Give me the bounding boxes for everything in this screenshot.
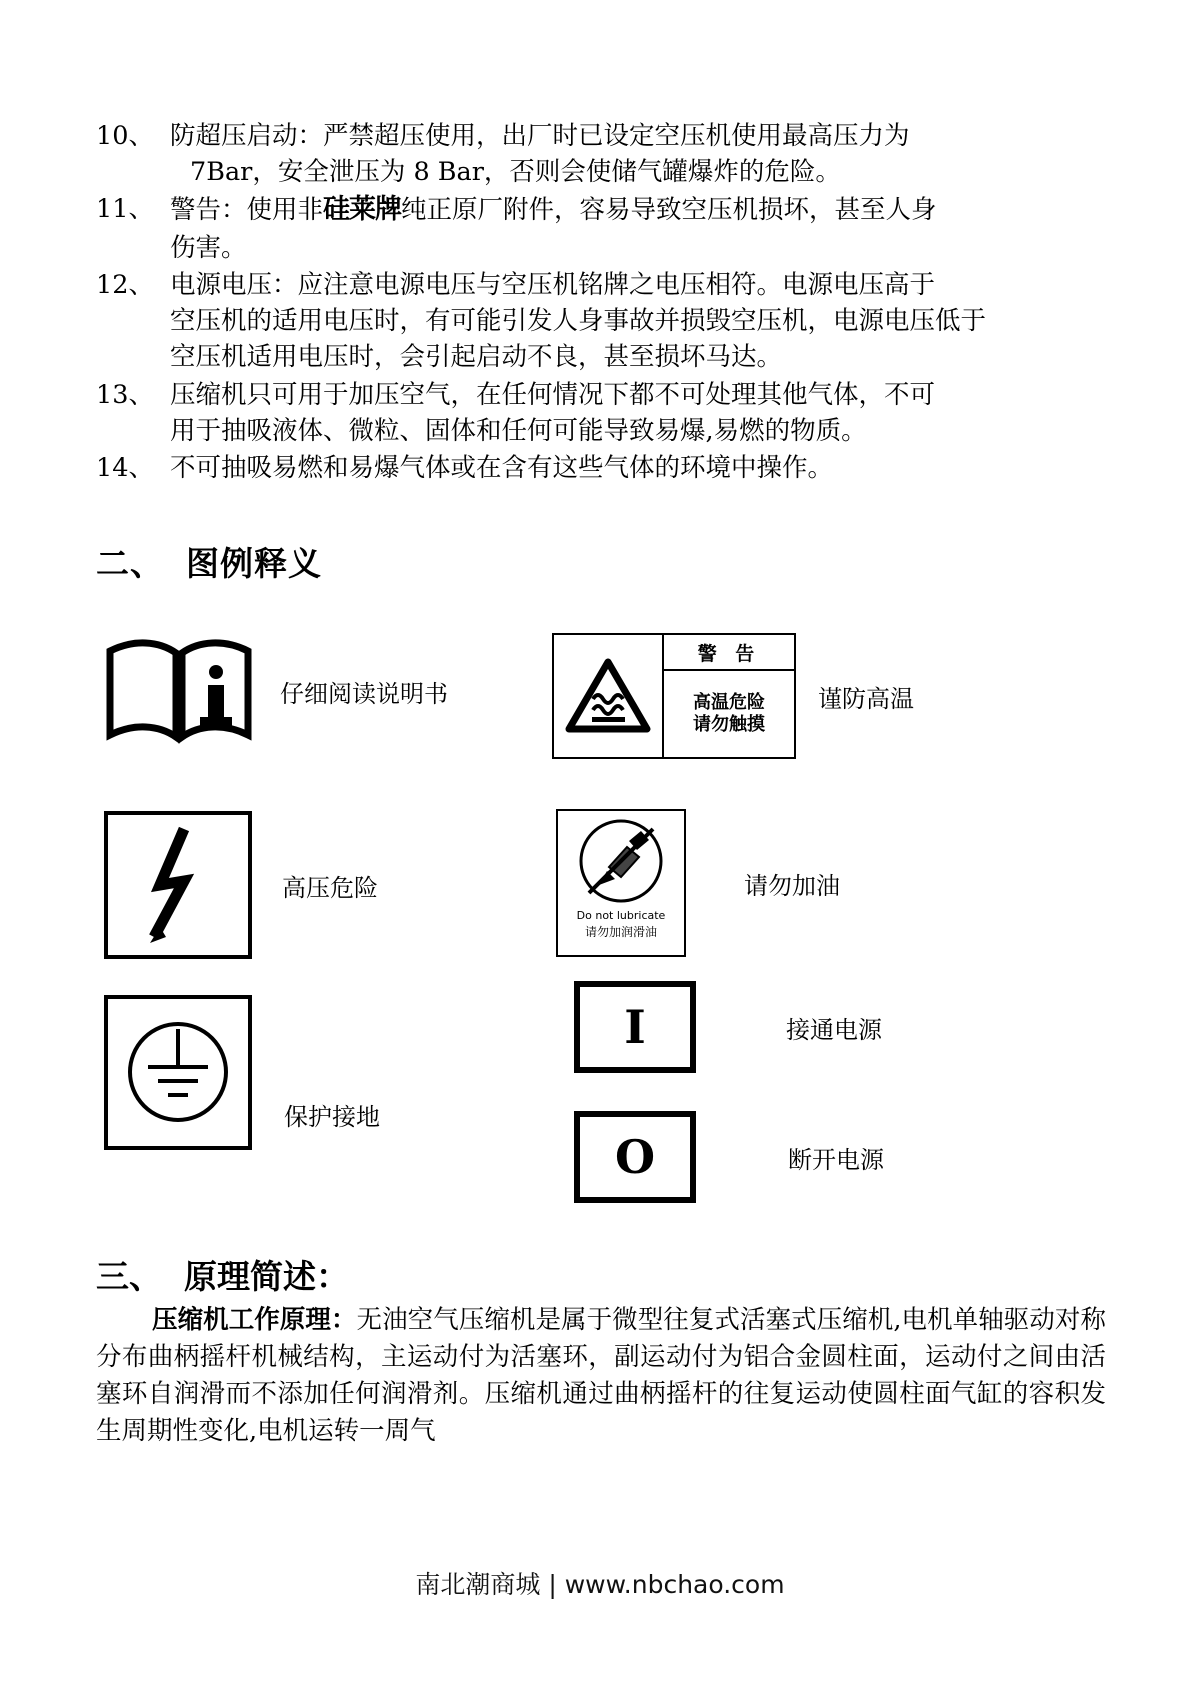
legend-label: 保护接地 bbox=[284, 1103, 380, 1132]
warning-body-line2: 请勿触摸 bbox=[693, 714, 765, 736]
principle-paragraph bbox=[96, 1302, 1106, 1450]
legend-entry-power-off bbox=[574, 1111, 884, 1203]
principle-body: 无油空气压缩机是属于微型往复式活塞式压缩机,电机单轴驱动对称分布曲柄摇杆机械结构，主运动付为活塞环，副运动付为铝合金圆柱面，运动付之间由活塞环自润滑而不添加任何润滑剂。压缩机通过曲柄摇杆的往复运动使圆柱面气缸的容积发生周期性变化,电机运转一周气 bbox=[96, 1305, 1106, 1447]
warning-body bbox=[664, 671, 794, 757]
notice-text-post: 纯正原厂附件，容易导致空压机损坏，甚至人身 bbox=[401, 195, 937, 226]
list-item-line: 用于抽吸液体、微粒、固体和任何可能导致易爆,易燃的物质。 bbox=[170, 415, 867, 446]
high-voltage-icon bbox=[104, 811, 252, 959]
list-item-body bbox=[170, 377, 1106, 449]
list-item-line: 防超压启动：严禁超压使用，出厂时已设定空压机使用最高压力为 bbox=[170, 121, 910, 151]
list-item-number: 13、 bbox=[96, 379, 154, 410]
section-index: 二、 bbox=[96, 544, 164, 584]
hot-surface-text-panel bbox=[664, 635, 794, 757]
warning-body-line1: 高温危险 bbox=[693, 691, 765, 713]
power-off-glyph: O bbox=[614, 1130, 656, 1185]
list-item-line: 电源电压：应注意电源电压与空压机铭牌之电压相符。电源电压高于 bbox=[170, 269, 936, 300]
list-item bbox=[96, 118, 1106, 190]
read-manual-icon-svg bbox=[104, 637, 254, 745]
do-not-lubricate-caption-cn: 请勿加润滑油 bbox=[584, 925, 657, 940]
legend-label: 接通电源 bbox=[786, 1015, 882, 1044]
list-item-line bbox=[170, 191, 1106, 229]
legend-entry-power-on bbox=[574, 981, 882, 1073]
list-item-line: 压缩机只可用于加压空气，在任何情况下都不可处理其他气体，不可 bbox=[170, 379, 936, 410]
page-content bbox=[96, 118, 1106, 1450]
list-item-number: 12、 bbox=[96, 269, 154, 300]
do-not-lubricate-icon bbox=[556, 809, 686, 957]
read-manual-icon bbox=[104, 637, 254, 745]
legend-entry-protective-earth bbox=[104, 995, 380, 1150]
list-item-number: 11、 bbox=[96, 194, 154, 225]
list-item bbox=[96, 450, 1106, 486]
protective-earth-icon-svg bbox=[108, 999, 248, 1146]
do-not-lubricate-icon-svg bbox=[567, 815, 675, 907]
legend-entry-do-not-lubricate bbox=[556, 809, 840, 957]
legend-label: 断开电源 bbox=[788, 1145, 884, 1174]
do-not-lubricate-caption-en: Do not lubricate bbox=[576, 909, 666, 923]
symbol-legend bbox=[96, 633, 1106, 1223]
legend-label: 仔细阅读说明书 bbox=[280, 679, 448, 708]
list-item-line: 7Bar，安全泄压为 8 Bar，否则会使储气罐爆炸的危险。 bbox=[190, 157, 841, 188]
list-item-line: 空压机适用电压时，会引起启动不良，甚至损坏马达。 bbox=[170, 342, 783, 373]
list-item-body bbox=[170, 267, 1106, 376]
power-off-icon bbox=[574, 1111, 696, 1203]
list-item-body bbox=[170, 191, 1106, 266]
power-on-icon bbox=[574, 981, 696, 1073]
list-item-line: 不可抽吸易燃和易爆气体或在含有这些气体的环境中操作。 bbox=[170, 452, 834, 483]
hot-surface-warning-icon bbox=[552, 633, 796, 759]
section-heading-two bbox=[96, 538, 1106, 585]
list-item-body bbox=[170, 450, 1106, 486]
legend-entry-read-manual bbox=[104, 637, 448, 745]
list-item bbox=[96, 377, 1106, 449]
section-heading-three bbox=[96, 1251, 1106, 1298]
list-item-line: 空压机的适用电压时，有可能引发人身事故并损毁空压机，电源电压低于 bbox=[170, 306, 987, 337]
notice-text-pre: 警告：使用非 bbox=[170, 195, 324, 226]
safety-notice-list bbox=[96, 118, 1106, 486]
list-item bbox=[96, 267, 1106, 376]
warning-title: 警 告 bbox=[664, 635, 794, 671]
legend-entry-high-voltage bbox=[104, 811, 378, 959]
section-title: 原理简述： bbox=[184, 1257, 349, 1297]
list-item bbox=[96, 191, 1106, 266]
protective-earth-icon bbox=[104, 995, 252, 1150]
legend-label: 请勿加油 bbox=[744, 871, 840, 900]
power-on-glyph: I bbox=[624, 1000, 646, 1055]
hot-surface-triangle-svg bbox=[565, 657, 651, 735]
section-index: 三、 bbox=[96, 1257, 162, 1297]
legend-label: 谨防高温 bbox=[818, 684, 914, 713]
legend-label: 高压危险 bbox=[282, 873, 378, 902]
list-item-body bbox=[170, 118, 1106, 190]
legend-entry-hot-surface bbox=[552, 633, 914, 759]
list-item-number: 10、 bbox=[96, 121, 154, 151]
section-title: 图例释义 bbox=[186, 544, 322, 584]
hot-surface-triangle bbox=[554, 635, 664, 757]
page-footer: 南北潮商城 | www.nbchao.com bbox=[415, 1570, 785, 1599]
high-voltage-icon-svg bbox=[108, 815, 248, 955]
brand-name: 硅莱牌 bbox=[323, 194, 402, 226]
list-item-line: 伤害。 bbox=[170, 232, 247, 263]
principle-lead: 压缩机工作原理： bbox=[152, 1305, 357, 1336]
list-item-number: 14、 bbox=[96, 452, 154, 483]
